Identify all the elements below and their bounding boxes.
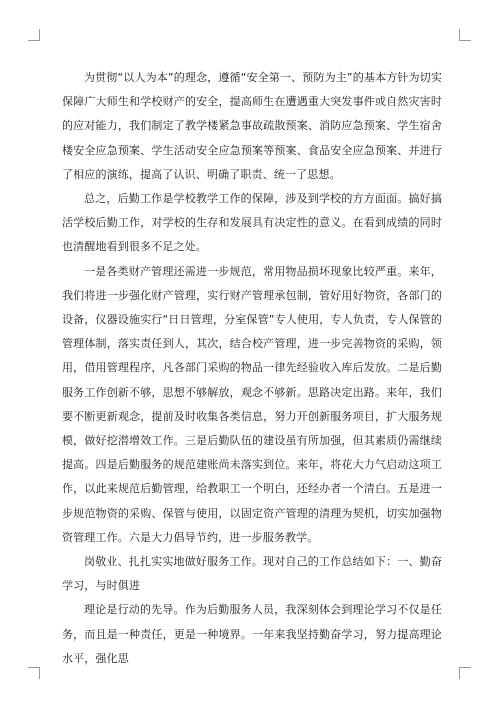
paragraph-shortcomings: 一是各类财产管理还需进一步规范，常用物品损坏现象比较严重。来年，我们将进一步强化财产管理，实行财产管理承包制，管好用好物资，各部门的设备，仪器设施实行“日日管理，分室保管”专人使用，专人负责，专人保管的管理体制，落实责任到人，其次，结合校产管理，进一步完善物资的采购，领用，借用管理程序，凡各部门采购的物品一律先经验收入库后发放。二是后勤服务工作创新不够，思想不够解放，观念不够新。思路决定出路。来年，我们要不断更新观念，提前及时收集各类信息，努力开创新服务项目，扩大服务规模，做好挖潜增效工作。三是后勤队伍的建设虽有所加强，但其素质仍需继续提高。四是后勤服务的规范建账尚未落实到位。来年，将花大力气启动这项工作，以此来规范后勤管理，给教职工一个明白，还经办者一个清白。五是进一步规范物资的采购、保管与使用，以固定资产管理的清理为契机，切实加强物资管理工作。六是大力倡导节约，进一步服务教学。 bbox=[62, 264, 442, 544]
paragraph-theory-study: 理论是行动的先导。作为后勤服务人员，我深刻体会到理论学习不仅是任务，而且是一种责任，更是一种境界。一年来我坚持勤奋学习，努力提高理论水平，强化思 bbox=[62, 603, 442, 665]
crop-mark-bottom-right-vertical bbox=[459, 667, 460, 679]
crop-mark-bottom-right-horizontal bbox=[459, 667, 471, 668]
document-body bbox=[62, 66, 442, 671]
paragraph-work-summary-intro: 岗敬业、扎扎实实地做好服务工作。现对自己的工作总结如下：一、勤奋学习，与时俱进 bbox=[62, 555, 442, 593]
crop-mark-bottom-left-vertical bbox=[39, 667, 40, 679]
crop-mark-top-right-horizontal bbox=[459, 40, 471, 41]
paragraph-emergency-plans: 为贯彻“以人为本”的理念，遵循“安全第一、预防为主”的基本方针为切实保障广大师生和学校财产的安全，提高师生在遭遇重大突发事件或自然灾害时的应对能力，我们制定了教学楼紧急事故疏散预案、消防应急预案、学生宿舍楼安全应急预案、学生活动安全应急预案等预案、食品安全应急预案、并进行了相应的演练，提高了认识、明确了职责、统一了思想。 bbox=[62, 71, 442, 181]
crop-mark-top-left-vertical bbox=[39, 29, 40, 41]
paragraph-summary: 总之，后勤工作是学校教学工作的保障，涉及到学校的方方面面。搞好搞活学校后勤工作，对学校的生存和发展具有决定性的意义。在看到成绩的同时也清醒地看到很多不足之处。 bbox=[62, 192, 442, 254]
crop-mark-top-right-vertical bbox=[459, 29, 460, 41]
